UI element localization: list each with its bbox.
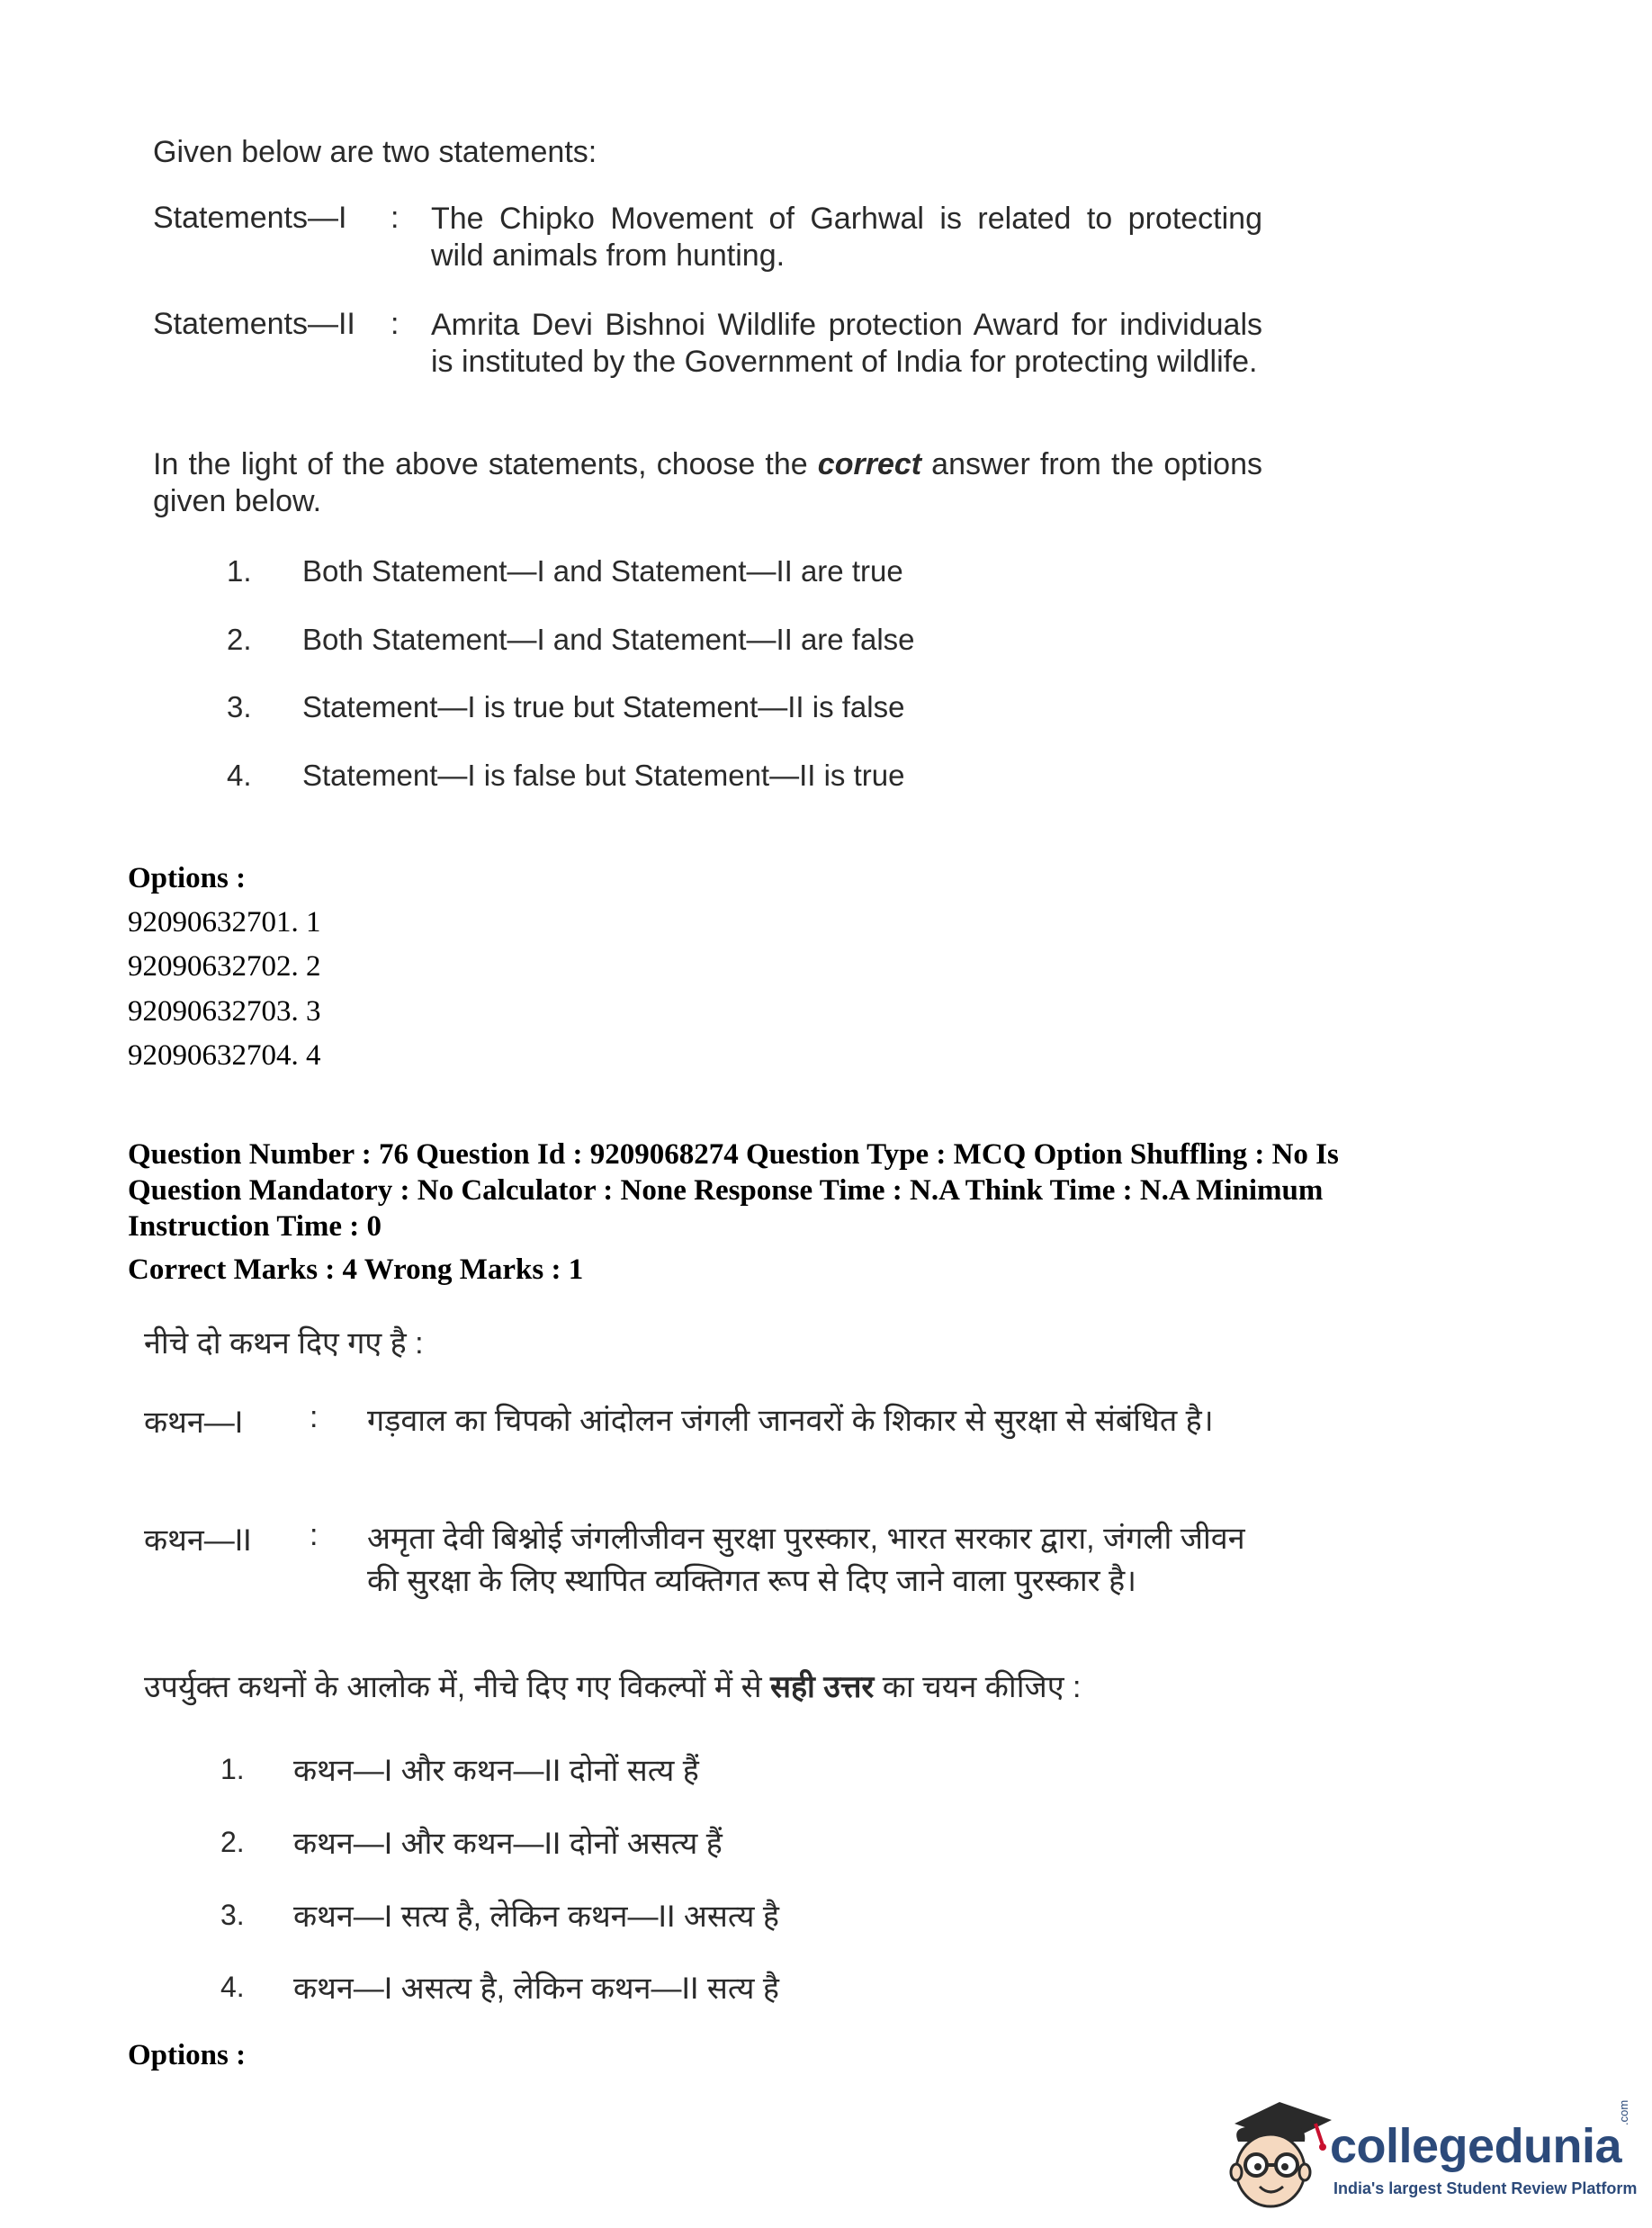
instruction-emphasis: correct [817,447,922,481]
english-option-2-number: 2. [227,623,252,656]
english-option-2-text: Both Statement—I and Statement—II are false [302,623,915,656]
statement-1-label: Statements—I [153,201,347,235]
options-heading-2: Options : [128,2039,247,2071]
hindi-statement-2-colon: : [310,1518,319,1552]
hindi-option-1-text: कथन—I और कथन—II दोनों सत्य हैं [293,1754,699,1788]
question-metadata [128,1136,1477,1244]
english-option-1-text: Both Statement—I and Statement—II are true [302,554,903,588]
hindi-option-4-text: कथन—I असत्य है, लेकिन कथन—II सत्य है [293,1972,779,2006]
english-instruction: In the light of the above statements, choose the correct answer from the options given below. [153,447,1262,518]
metadata-line-3: Instruction Time : 0 [128,1210,382,1243]
english-question-intro: Given below are two statements: [153,135,597,169]
hindi-statement-1-text: गड़वाल का चिपको आंदोलन जंगली जानवरों के शिकार से सुरक्षा से संबंधित है। [367,1404,1214,1438]
hindi-instruction-emphasis: सही उत्तर [770,1670,875,1704]
logo-tagline: India's largest Student Review Platform [1333,2179,1638,2197]
english-option-4-text: Statement—I is false but Statement—II is true [302,759,905,792]
option-id-3: 92090632703. 3 [128,995,321,1028]
metadata-line-1: Question Number : 76 Question Id : 9209068274 Question Type : MCQ Option Shuffling : No Is [128,1138,1339,1171]
metadata-line-2: Question Mandatory : No Calculator : None Response Time : N.A Think Time : N.A Minimum [128,1174,1324,1207]
hindi-option-3-number: 3. [220,1899,245,1931]
option-id-1: 92090632701. 1 [128,906,321,939]
statement-2-label: Statements—II [153,307,355,341]
statement-1-colon: : [391,201,400,235]
option-id-4: 92090632704. 4 [128,1039,321,1072]
english-option-4-number: 4. [227,759,252,792]
english-option-1-number: 1. [227,554,252,588]
hindi-instruction: उपर्युक्त कथनों के आलोक में, नीचे दिए गए विकल्पों में से सही उत्तर का चयन कीजिए : [144,1670,1082,1704]
logo-brand-name: collegedunia [1330,2119,1622,2173]
english-option-3-text: Statement—I is true but Statement—II is false [302,690,905,723]
hindi-statement-2-label: कथन—II [144,1523,252,1558]
hindi-option-4-number: 4. [220,1971,245,2003]
hindi-question-intro: नीचे दो कथन दिए गए है : [144,1326,424,1361]
hindi-option-1-number: 1. [220,1753,245,1785]
marks-info: Correct Marks : 4 Wrong Marks : 1 [128,1253,584,1286]
hindi-option-3-text: कथन—I सत्य है, लेकिन कथन—II असत्य है [293,1900,779,1934]
hindi-option-2-number: 2. [220,1826,245,1858]
hindi-option-2-text: कथन—I और कथन—II दोनों असत्य हैं [293,1827,723,1861]
option-id-2: 92090632702. 2 [128,950,321,983]
hindi-statement-1-colon: : [310,1400,319,1434]
statement-2-text: Amrita Devi Bishnoi Wildlife protection Award for individuals is instituted by the Government of India for protecting wildlife. [431,308,1262,379]
english-option-3-number: 3. [227,690,252,723]
hindi-statement-1-label: कथन—I [144,1406,244,1440]
options-heading: Options : [128,862,247,894]
statement-1-text: The Chipko Movement of Garhwal is related to protecting wild animals from hunting. [431,202,1262,273]
logo-domain-suffix: .com [1617,2099,1630,2125]
hindi-statement-2-text: अमृता देवी बिश्नोई जंगलीजीवन सुरक्षा पुरस्कार, भारत सरकार द्वारा, जंगली जीवन की सुरक्षा के लिए स्थापित व्यक्तिगत रूप से दिए जाने वाला पुरस्कार है। [367,1522,1245,1598]
collegedunia-logo [1217,2093,1636,2215]
statement-2-colon: : [391,307,400,341]
